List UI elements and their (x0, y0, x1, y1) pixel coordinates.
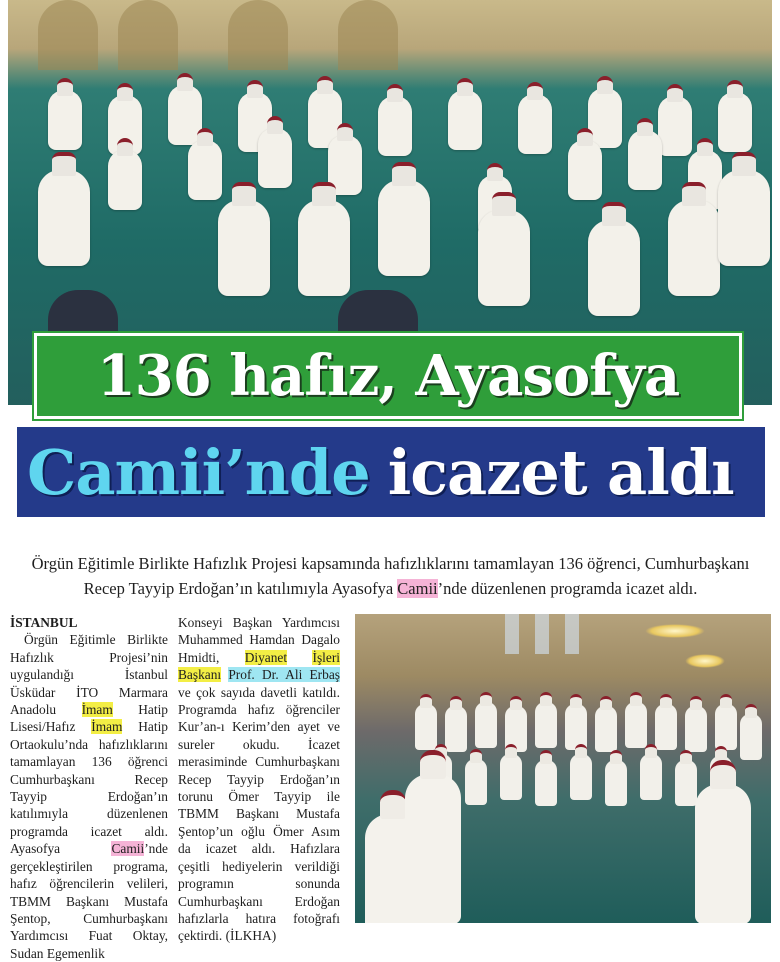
window-decoration (565, 614, 579, 654)
student-figure (568, 140, 602, 200)
highlighted-word: İmam (91, 719, 123, 735)
student-figure (570, 754, 592, 800)
student-figure (695, 784, 751, 923)
student-figure (668, 200, 720, 296)
headline-text-1: 136 hafız, Ayasofya (96, 343, 680, 409)
student-figure (625, 702, 647, 748)
highlighted-word: İşleri Başkanı (178, 649, 340, 683)
student-figure (500, 754, 522, 800)
student-figure (675, 760, 697, 806)
article-column-2 (178, 614, 340, 945)
student-figure (218, 200, 270, 296)
lead-text: ’nde düzenlenen programda icazet aldı. (437, 579, 698, 598)
window-decoration (505, 614, 519, 654)
article-paragraph (10, 631, 168, 962)
article-text: Hatip Lisesi/Hafız (10, 702, 168, 735)
student-figure (465, 759, 487, 805)
window-decoration (535, 614, 549, 654)
headline-text-2-cyan: Camii’nde (27, 435, 370, 509)
student-figure (448, 90, 482, 150)
student-figure (715, 704, 737, 750)
article-text (287, 650, 312, 665)
lead-paragraph (18, 551, 763, 601)
student-figure (628, 130, 662, 190)
arch-decoration (228, 0, 288, 70)
student-figure (718, 170, 770, 266)
arch-decoration (338, 0, 398, 70)
student-figure (685, 706, 707, 752)
student-figure (298, 200, 350, 296)
headline-text-2-white: icazet aldı (387, 435, 734, 509)
student-figure (108, 150, 142, 210)
article-paragraph (178, 614, 340, 945)
student-figure (595, 706, 617, 752)
student-figure (258, 128, 292, 188)
student-figure (588, 88, 622, 148)
headline-line-1 (34, 333, 742, 419)
article-text: Konseyi Başkan Yardımcısı Muhammed Hamdan Dagalo Hmidti, (178, 615, 340, 665)
dateline: İSTANBUL (10, 615, 78, 630)
arch-decoration (38, 0, 98, 70)
chandelier (685, 654, 725, 668)
student-figure (415, 704, 437, 750)
student-figure (478, 210, 530, 306)
student-figure (48, 90, 82, 150)
highlighted-word: Diyanet (244, 649, 288, 665)
student-figure (518, 94, 552, 154)
student-figure (405, 774, 461, 923)
student-figure (658, 96, 692, 156)
student-figure (378, 96, 412, 156)
lead-text: Örgün Eğitimle Birlikte Hafızlık Projesi kapsamında hafızlıklarını tamamlayan 136 öğrenci, Cumhurbaşkanı Recep Tayyip Erdoğan’ın katılımıyla Ayasofya (31, 554, 750, 598)
article-text: Hatip Ortaokulu’nda hafızlıklarını tamamlayan 136 öğrenci Cumhurbaşkanı Recep Tayyip Erdoğan’ın katılımıyla düzenlenen programda icazet aldı. Ayasofya (10, 719, 168, 857)
student-figure (475, 702, 497, 748)
article-column-1 (10, 614, 168, 962)
article-text: Örgün Eğitimle Birlikte Hafızlık Projesi’nin uygulandığı İstanbul Üsküdar İTO Marmara Anadolu (10, 632, 168, 718)
student-figure (188, 140, 222, 200)
article-text: ’nde gerçekleştirilen programa, hafız öğrencilerin velileri, TBMM Başkanı Mustafa Şentop, Cumhurbaşkanı Yardımcısı Fuat Oktay, Sudan Egemenlik (10, 841, 168, 961)
student-figure (535, 702, 557, 748)
student-figure (445, 706, 467, 752)
highlighted-word: Prof. Dr. Ali Erbaş (228, 667, 340, 683)
lead-highlight: Camii (397, 579, 438, 598)
article-text: ve çok sayıda davetli katıldı. Programda hafız öğrenciler Kur’an-ı Kerim’den ayet ve sureler okudu. İcazet merasiminde Cumhurbaşkanı Recep Tayyip Erdoğan’ın torunu Ömer Tayyip ile TBMM Başkanı Mustafa Şentop’un oğlu Ömer Asım da icazet aldı. Hafızlara çeşitli hediyelerin verildiği programın sonunda Cumhurbaşkanı Erdoğan hafızlarla hatıra fotoğrafı çektirdi. (İLKHA) (178, 684, 340, 944)
student-figure (740, 714, 762, 760)
highlighted-word: İmam (81, 702, 113, 718)
headline-line-2 (14, 424, 768, 520)
student-figure (718, 92, 752, 152)
student-figure (605, 760, 627, 806)
highlighted-word: Camii (111, 841, 145, 857)
arch-decoration (118, 0, 178, 70)
student-figure (378, 180, 430, 276)
student-figure (588, 220, 640, 316)
student-figure (565, 704, 587, 750)
chandelier (645, 624, 705, 638)
student-figure (655, 704, 677, 750)
student-figure (535, 760, 557, 806)
group-photo (355, 614, 771, 923)
student-figure (38, 170, 90, 266)
student-figure (640, 754, 662, 800)
